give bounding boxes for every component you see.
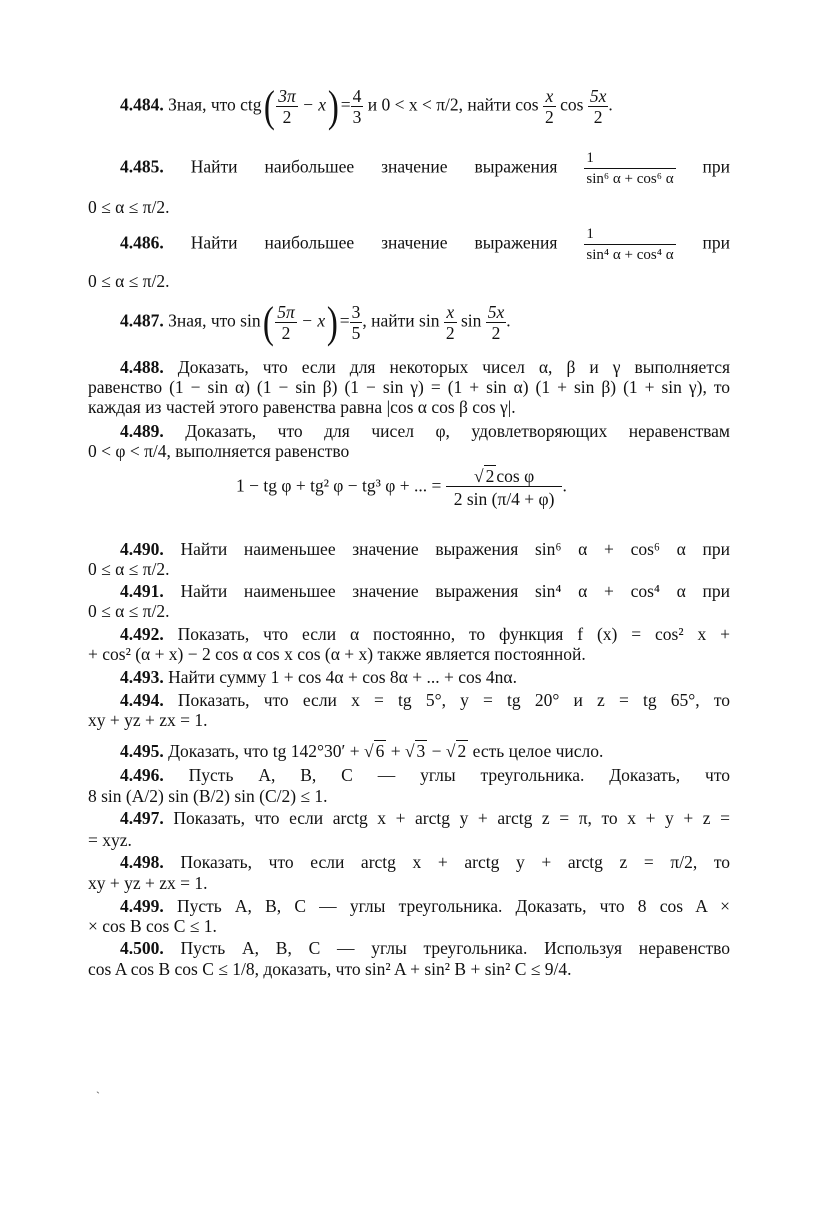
root-radicand: 2 bbox=[485, 466, 495, 486]
problem-number: 4.492. bbox=[120, 624, 164, 644]
root-radicand: 6 bbox=[375, 741, 385, 761]
period: . bbox=[608, 94, 613, 115]
expression: − x bbox=[301, 310, 326, 331]
problem-4-494 bbox=[120, 689, 730, 711]
problem-text: Пусть A, B, C — углы треугольника. Доказать, что 8 cos A × bbox=[176, 896, 730, 916]
fraction bbox=[584, 148, 675, 189]
problem-4-486 bbox=[120, 224, 730, 265]
fraction bbox=[584, 224, 675, 265]
problem-4-490-line2: 0 ≤ α ≤ π/2. bbox=[88, 559, 170, 579]
right-paren: ) bbox=[326, 297, 338, 347]
problem-text: Найти сумму 1 + cos 4α + cos 8α + ... + cos 4nα. bbox=[168, 667, 517, 687]
numerator: 5x bbox=[589, 86, 607, 106]
problem-number: 4.495. bbox=[120, 741, 164, 761]
equals-sign: = bbox=[339, 310, 350, 331]
problem-number: 4.487. bbox=[120, 310, 164, 331]
problem-text: sin bbox=[460, 310, 482, 331]
scan-speck: ˎ bbox=[96, 1080, 100, 1094]
denominator: sin⁴ α + cos⁴ α bbox=[584, 244, 675, 265]
fraction bbox=[275, 302, 297, 343]
fraction bbox=[588, 86, 609, 127]
problem-4-499-line2: × cos B cos C ≤ 1. bbox=[88, 916, 217, 936]
numerator: x bbox=[446, 302, 455, 322]
numerator: 5π bbox=[277, 302, 295, 322]
problem-4-500 bbox=[120, 937, 730, 959]
problem-text: Зная, что sin bbox=[168, 310, 261, 331]
fraction bbox=[486, 302, 507, 343]
problem-4-485 bbox=[120, 148, 730, 189]
problem-4-494-line2: xy + yz + zx = 1. bbox=[88, 710, 208, 730]
problem-4-488 bbox=[120, 356, 730, 378]
left-paren: ( bbox=[263, 81, 275, 131]
left-paren: ( bbox=[262, 297, 274, 347]
problem-number: 4.488. bbox=[120, 357, 164, 377]
problem-text: Найти наибольшее значение выражения bbox=[190, 156, 558, 177]
denominator: 2 bbox=[276, 106, 298, 127]
problem-number: 4.500. bbox=[120, 938, 164, 958]
fraction bbox=[350, 302, 363, 343]
display-formula bbox=[236, 466, 567, 509]
problem-4-485-cont: 0 ≤ α ≤ π/2. bbox=[88, 197, 170, 217]
numerator: 1 bbox=[586, 150, 594, 166]
problem-number: 4.497. bbox=[120, 808, 164, 828]
problem-number: 4.490. bbox=[120, 539, 164, 559]
problem-4-496-line2: 8 sin (A/2) sin (B/2) sin (C/2) ≤ 1. bbox=[88, 786, 328, 806]
problem-number: 4.493. bbox=[120, 667, 164, 687]
problem-4-488-line3: каждая из частей этого равенства равна |cos α cos β cos γ|. bbox=[88, 397, 516, 417]
problem-text: Найти наименьшее значение выражения sin⁶ α + cos⁶ α при bbox=[180, 539, 731, 559]
fraction bbox=[276, 86, 298, 127]
fraction bbox=[446, 466, 563, 509]
problem-text: , найти sin bbox=[362, 310, 440, 331]
numerator: 5x bbox=[487, 302, 505, 322]
denominator: 2 bbox=[588, 106, 609, 127]
problem-4-489-line2: 0 < φ < π/4, выполняется равенство bbox=[88, 441, 350, 461]
problem-4-489 bbox=[120, 420, 730, 442]
problem-4-496 bbox=[120, 764, 730, 786]
numerator: x bbox=[545, 86, 554, 106]
denominator: 2 bbox=[486, 322, 507, 343]
period: . bbox=[506, 310, 511, 331]
equals-sign: = bbox=[340, 94, 351, 115]
numerator: √ 2 cos φ bbox=[474, 466, 535, 486]
numerator: 3 bbox=[351, 302, 361, 322]
denominator: 2 bbox=[544, 107, 554, 127]
problem-text: Найти наименьшее значение выражения sin⁴ α + cos⁴ α при bbox=[180, 581, 731, 601]
problem-4-497 bbox=[120, 807, 730, 829]
problem-4-500-line2: cos A cos B cos C ≤ 1/8, доказать, что sin² A + sin² B + sin² C ≤ 9/4. bbox=[88, 959, 572, 979]
fraction bbox=[543, 86, 556, 127]
right-paren: ) bbox=[327, 81, 339, 131]
problem-4-487 bbox=[120, 297, 511, 347]
problem-number: 4.486. bbox=[120, 232, 164, 253]
problem-number: 4.484. bbox=[120, 94, 164, 115]
root-radicand: 3 bbox=[416, 741, 426, 761]
denominator: sin⁶ α + cos⁶ α bbox=[584, 168, 675, 189]
problem-text: Пусть A, B, C — углы треугольника. Доказать, что bbox=[188, 765, 731, 785]
fraction bbox=[444, 302, 457, 343]
problem-text: cos bbox=[560, 94, 584, 115]
problem-4-486-cont: 0 ≤ α ≤ π/2. bbox=[88, 271, 170, 291]
formula-lhs: 1 − tg φ + tg² φ − tg³ φ + ... = bbox=[236, 475, 442, 496]
problem-text: Показать, что если arctg x + arctg y + arctg z = π/2, то bbox=[180, 852, 731, 872]
problem-number: 4.499. bbox=[120, 896, 164, 916]
problem-number: 4.489. bbox=[120, 421, 164, 441]
fraction bbox=[351, 86, 364, 127]
denominator: 2 bbox=[445, 323, 455, 343]
denominator: 2 bbox=[275, 322, 297, 343]
plus-sign: + bbox=[390, 741, 401, 761]
minus-sign: − bbox=[431, 741, 442, 761]
problem-text: Доказать, что tg 142°30′ + bbox=[168, 741, 360, 761]
problem-4-490 bbox=[120, 538, 730, 560]
problem-4-488-line2: равенство (1 − sin α) (1 − sin β) (1 − sin γ) = (1 + sin α) (1 + sin β) (1 + sin γ), то bbox=[88, 377, 730, 397]
numerator: 4 bbox=[352, 86, 362, 106]
problem-4-495: 4.495. Доказать, что tg 142°30′ + √ 6 + √ 3 − √ 2 есть целое число. bbox=[120, 741, 604, 761]
denominator: 5 bbox=[351, 323, 361, 343]
numerator-rest: cos φ bbox=[496, 466, 535, 486]
numerator: 1 bbox=[586, 226, 594, 242]
expression: − x bbox=[302, 94, 327, 115]
problem-4-491 bbox=[120, 580, 730, 602]
problem-4-484 bbox=[120, 81, 613, 131]
problem-text: Показать, что если α постоянно, то функция f (x) = cos² x + bbox=[177, 624, 731, 644]
problem-4-498 bbox=[120, 851, 730, 873]
denominator: 2 sin (π/4 + φ) bbox=[446, 486, 563, 509]
problem-4-498-line2: xy + yz + zx = 1. bbox=[88, 873, 208, 893]
problem-4-492-line2: + cos² (α + x) − 2 cos α cos x cos (α + x) также является постоянной. bbox=[88, 644, 586, 664]
problem-number: 4.485. bbox=[120, 156, 164, 177]
problem-text: Показать, что если x = tg 5°, y = tg 20° и z = tg 65°, то bbox=[177, 690, 730, 710]
problem-text: при bbox=[702, 156, 731, 177]
problem-text: Доказать, что для чисел φ, удовлетворяющих неравенствам bbox=[185, 421, 730, 441]
problem-text: при bbox=[702, 232, 731, 253]
problem-number: 4.491. bbox=[120, 581, 164, 601]
denominator: 3 bbox=[352, 107, 362, 127]
problem-text: Зная, что ctg bbox=[168, 94, 262, 115]
root-radicand: 2 bbox=[457, 741, 467, 761]
problem-number: 4.498. bbox=[120, 852, 164, 872]
problem-4-492 bbox=[120, 623, 730, 645]
problem-number: 4.494. bbox=[120, 690, 164, 710]
problem-number: 4.496. bbox=[120, 765, 164, 785]
problem-text: Показать, что если arctg x + arctg y + arctg z = π, то x + y + z = bbox=[173, 808, 730, 828]
problem-4-491-line2: 0 ≤ α ≤ π/2. bbox=[88, 601, 170, 621]
period: . bbox=[562, 475, 567, 496]
problem-4-499 bbox=[120, 895, 730, 917]
problem-text: Доказать, что если для некоторых чисел α, β и γ выполняется bbox=[177, 357, 731, 377]
problem-text: и 0 < x < π/2, найти cos bbox=[367, 94, 539, 115]
problem-text: Найти наибольшее значение выражения bbox=[190, 232, 558, 253]
numerator: 3π bbox=[278, 86, 296, 106]
problem-4-497-line2: = xyz. bbox=[88, 830, 132, 850]
problem-text: Пусть A, B, C — углы треугольника. Используя неравенство bbox=[180, 938, 730, 958]
problem-4-493 bbox=[120, 666, 517, 688]
problem-text: есть целое число. bbox=[472, 741, 604, 761]
